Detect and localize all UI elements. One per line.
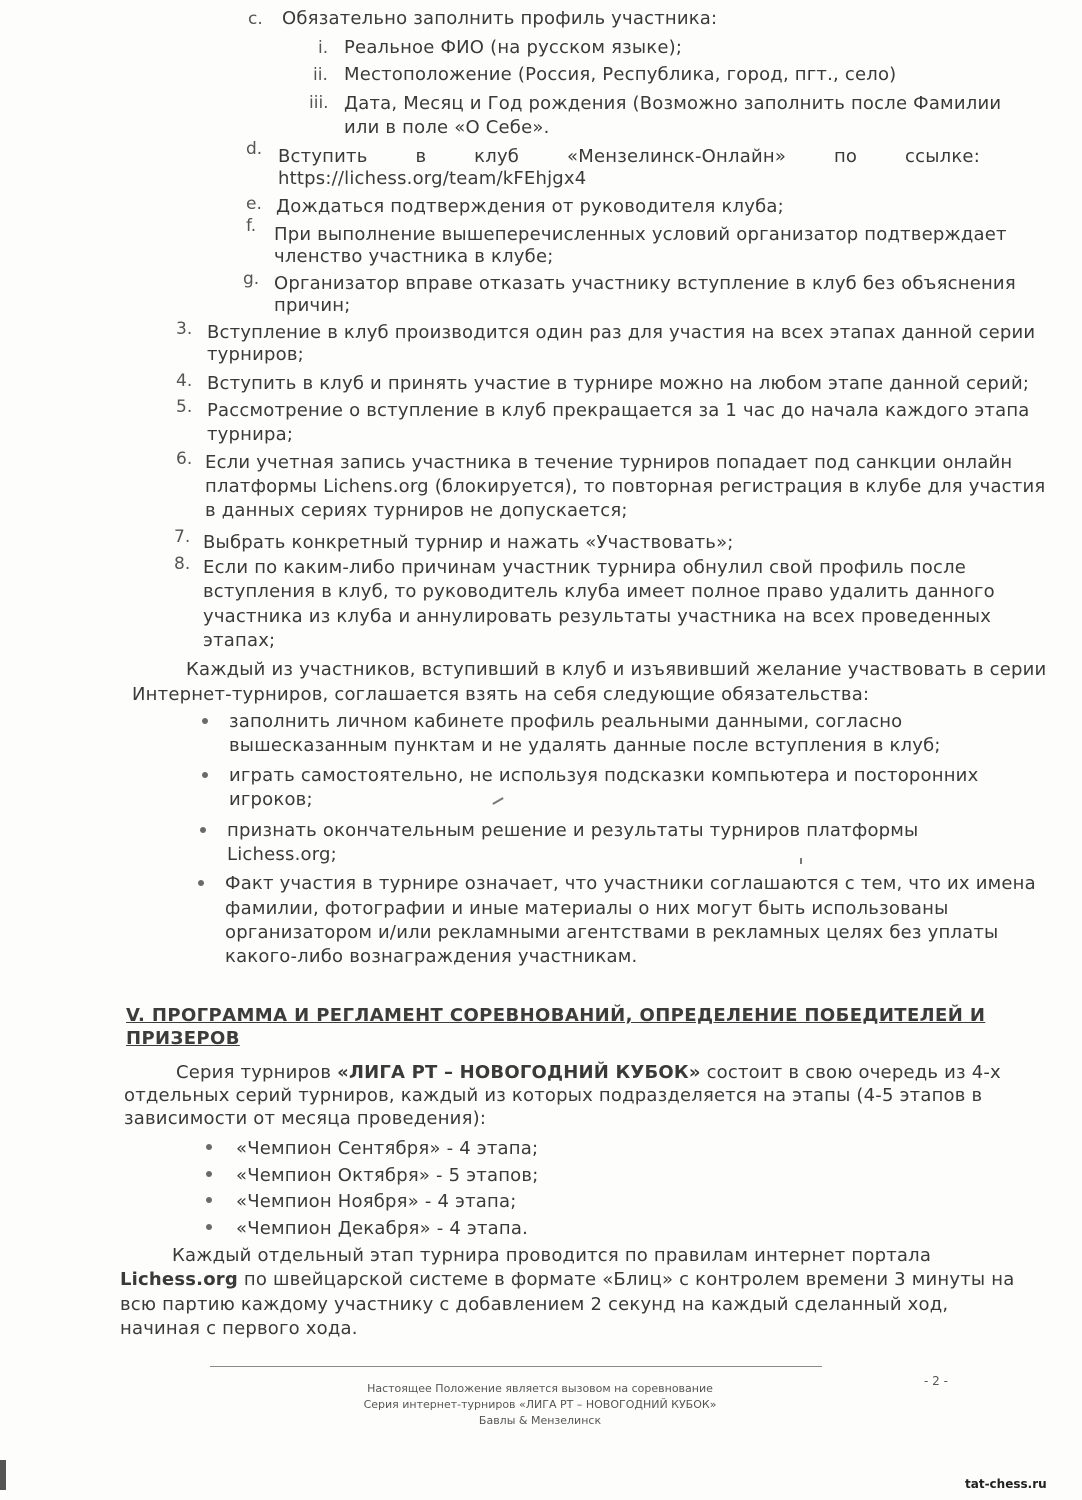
list-item-text: этапах;: [203, 630, 276, 651]
platform-name: Lichess.org: [120, 1269, 238, 1290]
item-number: 7.: [174, 527, 191, 547]
paragraph-text: [120, 1269, 1014, 1291]
paragraph-text: Интернет-турниров, соглашается взять на себя следующие обязательства:: [132, 684, 870, 705]
list-item-text: «Чемпион Октября» - 5 этапов;: [236, 1165, 539, 1186]
item-number: 4.: [176, 371, 193, 391]
bullet-icon: [202, 772, 208, 778]
list-item-text: Организатор вправе отказать участнику вступление в клуб без объяснения: [274, 273, 1016, 294]
list-item-text: заполнить личном кабинете профиль реальными данными, согласно: [229, 711, 903, 732]
word: по: [833, 146, 858, 167]
item-number: 5.: [176, 397, 193, 417]
bullet-icon: [206, 1197, 212, 1203]
list-item-text: «Чемпион Сентября» - 4 этапа;: [236, 1138, 539, 1159]
list-item-text: платформы Lichens.org (блокируется), то повторная регистрация в клубе для участия: [205, 476, 1046, 497]
section-heading: ПРИЗЕРОВ: [126, 1028, 240, 1049]
item-marker: f.: [246, 216, 257, 236]
list-item-text: Факт участия в турнире означает, что участники соглашаются с тем, что их имена: [225, 873, 1036, 894]
list-item-text: Если по каким-либо причинам участник турнира обнулил свой профиль после: [203, 557, 967, 578]
word: клуб: [474, 146, 520, 167]
item-number: 8.: [174, 554, 191, 574]
paragraph-text: всю партию каждому участнику с добавлением 2 секунд на каждый сделанный ход,: [120, 1294, 949, 1315]
list-item-text: организатором и/или рекламными агентствами в рекламных целях без уплаты: [225, 922, 999, 943]
list-item-text: турниров;: [207, 344, 304, 365]
text-run: Серия турниров: [176, 1062, 338, 1083]
section-heading: V. ПРОГРАММА И РЕГЛАМЕНТ СОРЕВНОВАНИЙ, ОПРЕДЕЛЕНИЕ ПОБЕДИТЕЛЕЙ И: [126, 1005, 986, 1026]
series-name: «ЛИГА РТ – НОВОГОДНИЙ КУБОК»: [337, 1062, 701, 1083]
item-number: 3.: [176, 319, 193, 339]
footer-line: Серия интернет-турниров «ЛИГА РТ – НОВОГОДНИЙ КУБОК»: [363, 1398, 717, 1411]
list-item-text: признать окончательным решение и результаты турниров платформы: [227, 820, 919, 841]
list-item-text: Вступить в клуб и принять участие в турнире можно на любом этапе данной серий;: [207, 373, 1030, 394]
page-number: - 2 -: [924, 1374, 948, 1388]
list-item-text: турнира;: [207, 424, 294, 445]
paragraph-text: Каждый из участников, вступивший в клуб и изъявивший желание участвовать в серии: [186, 659, 1047, 680]
item-marker: i.: [318, 38, 329, 58]
word: «Мензелинск-Онлайн»: [567, 146, 787, 167]
bullet-icon: [206, 1144, 212, 1150]
text-run: состоит в свою очередь из 4-х: [700, 1062, 1001, 1083]
scan-mark: [800, 858, 802, 864]
list-item-text: «Чемпион Декабря» - 4 этапа.: [236, 1218, 529, 1239]
list-item-text: «Чемпион Ноября» - 4 этапа;: [236, 1191, 517, 1212]
item-number: 6.: [176, 449, 193, 469]
word: Вступить: [278, 146, 368, 167]
paragraph-text: [176, 1062, 1001, 1084]
footer-line: Бавлы & Мензелинск: [478, 1414, 602, 1427]
list-item-text: участника из клуба и аннулировать результаты участника на всех проведенных: [203, 606, 992, 627]
bullet-icon: [206, 1171, 212, 1177]
list-item-text: Дата, Месяц и Год рождения (Возможно заполнить после Фамилии: [344, 93, 1002, 114]
paragraph-text: Каждый отдельный этап турнира проводится по правилам интернет портала: [172, 1245, 932, 1266]
club-url-link[interactable]: https://lichess.org/team/kFEhjgx4: [278, 168, 587, 189]
text-run: по швейцарской системе в формате «Блиц» с контролем времени 3 минуты на: [237, 1269, 1015, 1290]
list-item-text: игроков;: [229, 789, 313, 810]
list-item-text: или в поле «О Себе».: [344, 117, 550, 138]
item-marker: d.: [246, 139, 263, 159]
bullet-icon: [202, 718, 208, 724]
word: в: [415, 146, 427, 167]
list-item-text: Вступление в клуб производится один раз для участия на всех этапах данной серии: [207, 322, 1036, 343]
scan-edge-mark: [0, 1460, 6, 1490]
scan-mark: [492, 797, 503, 805]
list-item-text: играть самостоятельно, не используя подсказки компьютера и посторонних: [229, 765, 979, 786]
paragraph-text: начиная с первого хода.: [120, 1318, 358, 1339]
list-item-text: Обязательно заполнить профиль участника:: [282, 8, 718, 29]
footer-line: Настоящее Положение является вызовом на соревнование: [367, 1382, 713, 1395]
list-item-text: Местоположение (Россия, Республика, город, пгт., село): [344, 64, 897, 85]
item-marker: iii.: [309, 93, 329, 113]
list-item-text: Реальное ФИО (на русском языке);: [344, 37, 683, 58]
list-item-text: При выполнение вышеперечисленных условий организатор подтверждает: [274, 224, 1007, 245]
item-marker: e.: [246, 194, 262, 214]
list-item-text: Lichess.org;: [227, 844, 337, 865]
club-link-line: [278, 146, 980, 168]
bullet-icon: [200, 827, 206, 833]
item-marker: g.: [243, 269, 260, 289]
list-item-text: Если учетная запись участника в течение турниров попадает под санкции онлайн: [205, 452, 1013, 473]
bullet-icon: [206, 1224, 212, 1230]
list-item-text: Рассмотрение о вступление в клуб прекращается за 1 час до начала каждого этапа: [207, 400, 1030, 421]
paragraph-text: зависимости от месяца проведения):: [124, 1108, 487, 1129]
list-item-text: причин;: [274, 295, 351, 316]
list-item-text: в данных сериях турниров не допускается;: [205, 500, 628, 521]
footer-divider: [210, 1366, 822, 1367]
item-marker: ii.: [313, 65, 328, 85]
list-item-text: какого-либо вознаграждения участникам.: [225, 946, 638, 967]
list-item-text: Дождаться подтверждения от руководителя клуба;: [276, 196, 784, 217]
bullet-icon: [198, 880, 204, 886]
list-item-text: вышесказанным пунктам и не удалять данные после вступления в клуб;: [229, 735, 941, 756]
paragraph-text: отдельных серий турниров, каждый из которых подразделяется на этапы (4-5 этапов в: [124, 1085, 983, 1106]
list-item-text: вступления в клуб, то руководитель клуба имеет полное право удалить данного: [203, 581, 995, 602]
item-marker: c.: [248, 9, 263, 29]
list-item-text: членство участника в клубе;: [274, 246, 554, 267]
watermark: tat-chess.ru: [965, 1477, 1047, 1491]
list-item-text: фамилии, фотографии и иные материалы о них могут быть использованы: [225, 898, 949, 919]
list-item-text: Выбрать конкретный турнир и нажать «Участвовать»;: [203, 532, 734, 553]
word: ссылке:: [905, 146, 980, 167]
